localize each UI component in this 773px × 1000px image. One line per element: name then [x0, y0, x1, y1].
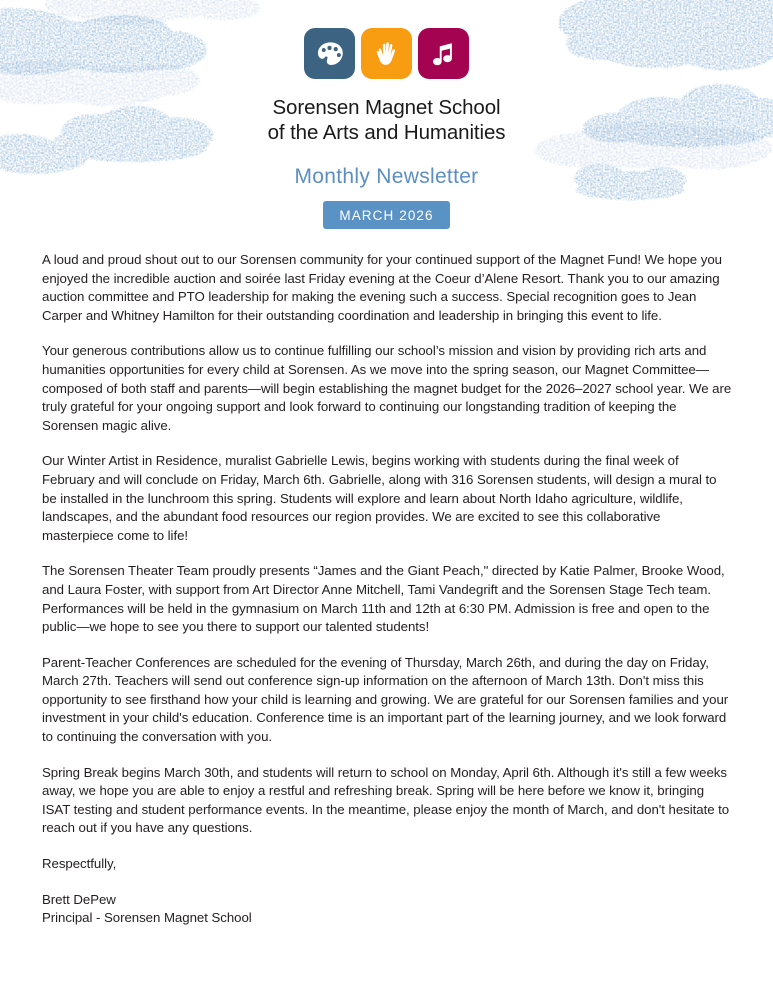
newsletter-header: [0, 0, 773, 229]
body-paragraph: Parent-Teacher Conferences are scheduled for the evening of Thursday, March 26th, and during the day on Friday, March 27th. Teachers will send out conference sign-up information on the afternoon of March 13th. Don't miss this opportunity to see firsthand how your child is learning and growing. We are grateful for our Sorensen families and your investment in your child's education. Conference time is an important part of the learning journey, and we look forward to continuing the conversation with you.: [42, 654, 729, 745]
body-paragraph: Our Winter Artist in Residence, muralist Gabrielle Lewis, begins working with students during the final week of February and will conclude on Friday, March 6th. Gabrielle, along with 316 Sorensen students, will design a mural to be installed in the lunchroom this spring. Students will explore and learn about North Idaho agriculture, wildlife, landscapes, and the abundant food resources our region provides. We are excited to see this collaborative masterpiece come to life!: [42, 453, 717, 543]
music-note-icon: [427, 37, 461, 71]
page-title: [0, 95, 773, 145]
school-name-line-1: Sorensen Magnet School: [272, 96, 501, 119]
school-logo: [0, 28, 773, 79]
hand-icon: [370, 37, 404, 71]
logo-tile-visual-arts: [304, 28, 355, 79]
signature-block: [42, 891, 733, 928]
school-name-line-2: of the Arts and Humanities: [267, 121, 506, 144]
signature-name: Brett DePew: [42, 891, 116, 907]
status-badge-month: MARCH 2026: [323, 201, 449, 229]
body-paragraph: The Sorensen Theater Team proudly presents “James and the Giant Peach," directed by Katie Palmer, Brooke Wood, and Laura Foster, with support from Art Director Anne Mitchell, Tami Vandegrift and the Sorensen Stage Tech team. Performances will be held in the gymnasium on March 11th and 12th at 6:30 PM. Admission is free and open to the public—we hope to see you there to support our talented students!: [42, 563, 725, 635]
body-paragraph: Spring Break begins March 30th, and students will return to school on Monday, April 6th. Although it's still a few weeks away, we hope you are able to enjoy a restful and refreshing break. Spring will be here before we know it, bringing ISAT testing and student performance events. In the meantime, please enjoy the month of March, and don't hesitate to reach out if you have any questions.: [42, 764, 730, 836]
signature-title: Principal - Sorensen Magnet School: [42, 910, 252, 926]
logo-tile-humanities: [361, 28, 412, 79]
closing-salutation: Respectfully,: [42, 856, 117, 872]
body-paragraph: A loud and proud shout out to our Sorensen community for your continued support of the Magnet Fund! We hope you enjoyed the incredible auction and soirée last Friday evening at the Coeur d’Alene Resort. Thank you to our amazing auction committee and PTO leadership for making the evening such a success. Special recognition goes to Jean Carper and Whitney Hamilton for their outstanding coordination and leadership in bringing this event to life.: [42, 252, 722, 323]
palette-icon: [313, 37, 347, 71]
month-badge-container: [0, 201, 773, 229]
body-paragraph: Your generous contributions allow us to continue fulfilling our school’s mission and vision by providing rich arts and humanities opportunities for every child at Sorensen. As we move into the spring season, our Magnet Committee—composed of both staff and parents—will begin establishing the magnet budget for the 2026–2027 school year. We are truly grateful for your ongoing support and look forward to continuing our longstanding tradition of keeping the Sorensen magic alive.: [42, 343, 732, 433]
logo-tile-music: [418, 28, 469, 79]
newsletter-subtitle: Monthly Newsletter: [294, 165, 479, 188]
newsletter-body: [0, 229, 773, 928]
